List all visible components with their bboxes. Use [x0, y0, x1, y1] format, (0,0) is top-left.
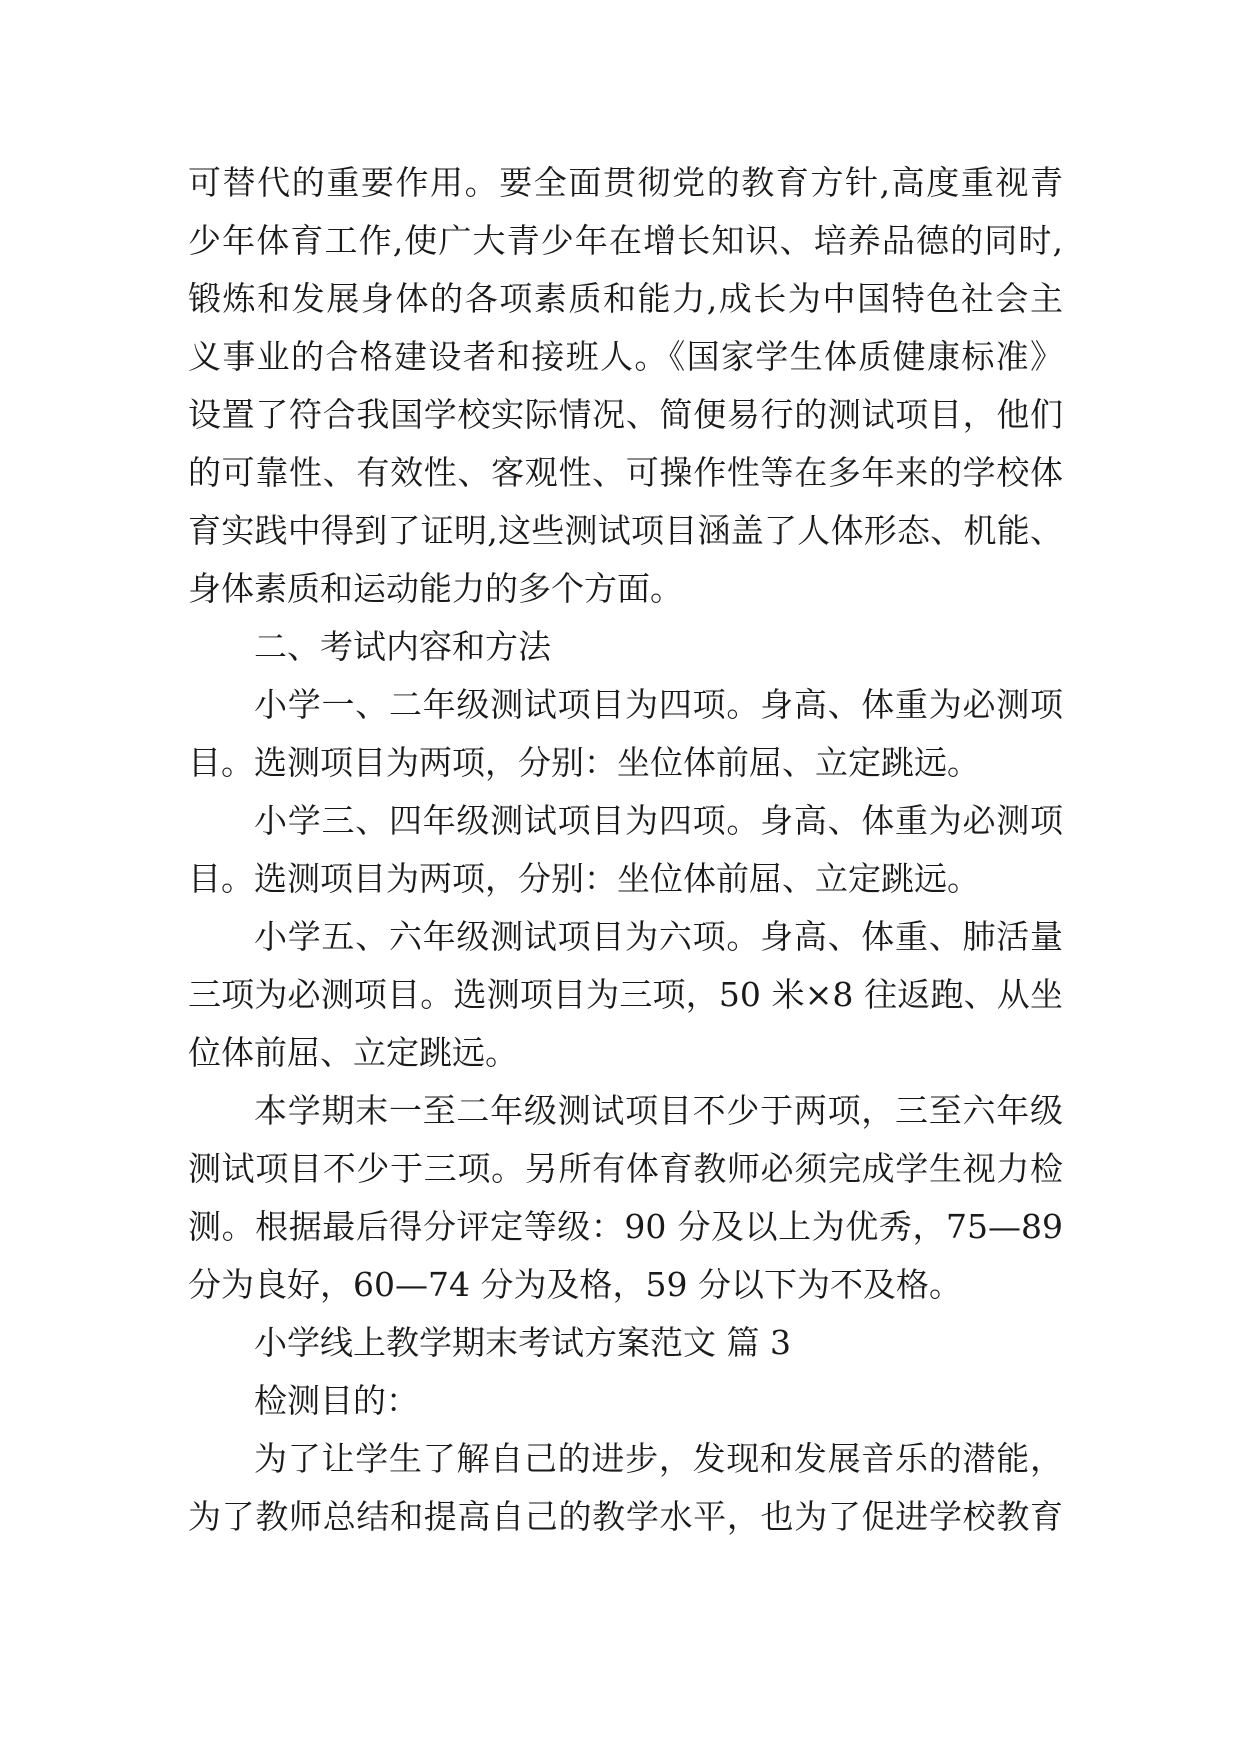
text-line: 检测目的：: [254, 1381, 419, 1420]
text-line: 义事业的合格建设者和接班人。《国家学生体质健康标准》: [188, 337, 1063, 376]
text-line: 三项为必测项目。选测项目为三项，50 米×8 往返跑、从坐: [188, 975, 1063, 1014]
text-line: 少年体育工作,使广大青少年在增长知识、培养品德的同时,: [188, 221, 1063, 260]
text-line: 为了让学生了解自己的进步，发现和发展音乐的潜能，: [254, 1439, 1063, 1478]
text-line: 二、考试内容和方法: [254, 627, 551, 666]
text-line: 的可靠性、有效性、客观性、可操作性等在多年来的学校体: [188, 453, 1063, 492]
text-line: 小学一、二年级测试项目为四项。身高、体重为必测项: [254, 685, 1063, 724]
text-line: 本学期末一至二年级测试项目不少于两项，三至六年级: [254, 1091, 1063, 1130]
text-line: 目。选测项目为两项，分别：坐位体前屈、立定跳远。: [188, 743, 980, 782]
text-line: 分为良好，60—74 分为及格，59 分以下为不及格。: [188, 1265, 962, 1304]
text-line: 可替代的重要作用。要全面贯彻党的教育方针,高度重视青: [188, 163, 1063, 202]
text-line: 小学五、六年级测试项目为六项。身高、体重、肺活量: [254, 917, 1063, 956]
text-line: 小学线上教学期末考试方案范文 篇 3: [254, 1323, 791, 1362]
text-line: 为了教师总结和提高自己的教学水平，也为了促进学校教育: [188, 1497, 1063, 1536]
text-line: 测试项目不少于三项。另所有体育教师必须完成学生视力检: [188, 1149, 1063, 1188]
text-line: 设置了符合我国学校实际情况、简便易行的测试项目，他们: [188, 395, 1063, 434]
text-line: 目。选测项目为两项，分别：坐位体前屈、立定跳远。: [188, 859, 980, 898]
text-line: 位体前屈、立定跳远。: [188, 1033, 518, 1072]
text-line: 小学三、四年级测试项目为四项。身高、体重为必测项: [254, 801, 1063, 840]
text-line: 育实践中得到了证明,这些测试项目涵盖了人体形态、机能、: [188, 511, 1063, 550]
text-line: 身体素质和运动能力的多个方面。: [188, 569, 683, 608]
text-line: 测。根据最后得分评定等级：90 分及以上为优秀，75—89: [188, 1207, 1063, 1246]
document-body: [188, 154, 1063, 1546]
text-line: 锻炼和发展身体的各项素质和能力,成长为中国特色社会主: [188, 279, 1063, 318]
